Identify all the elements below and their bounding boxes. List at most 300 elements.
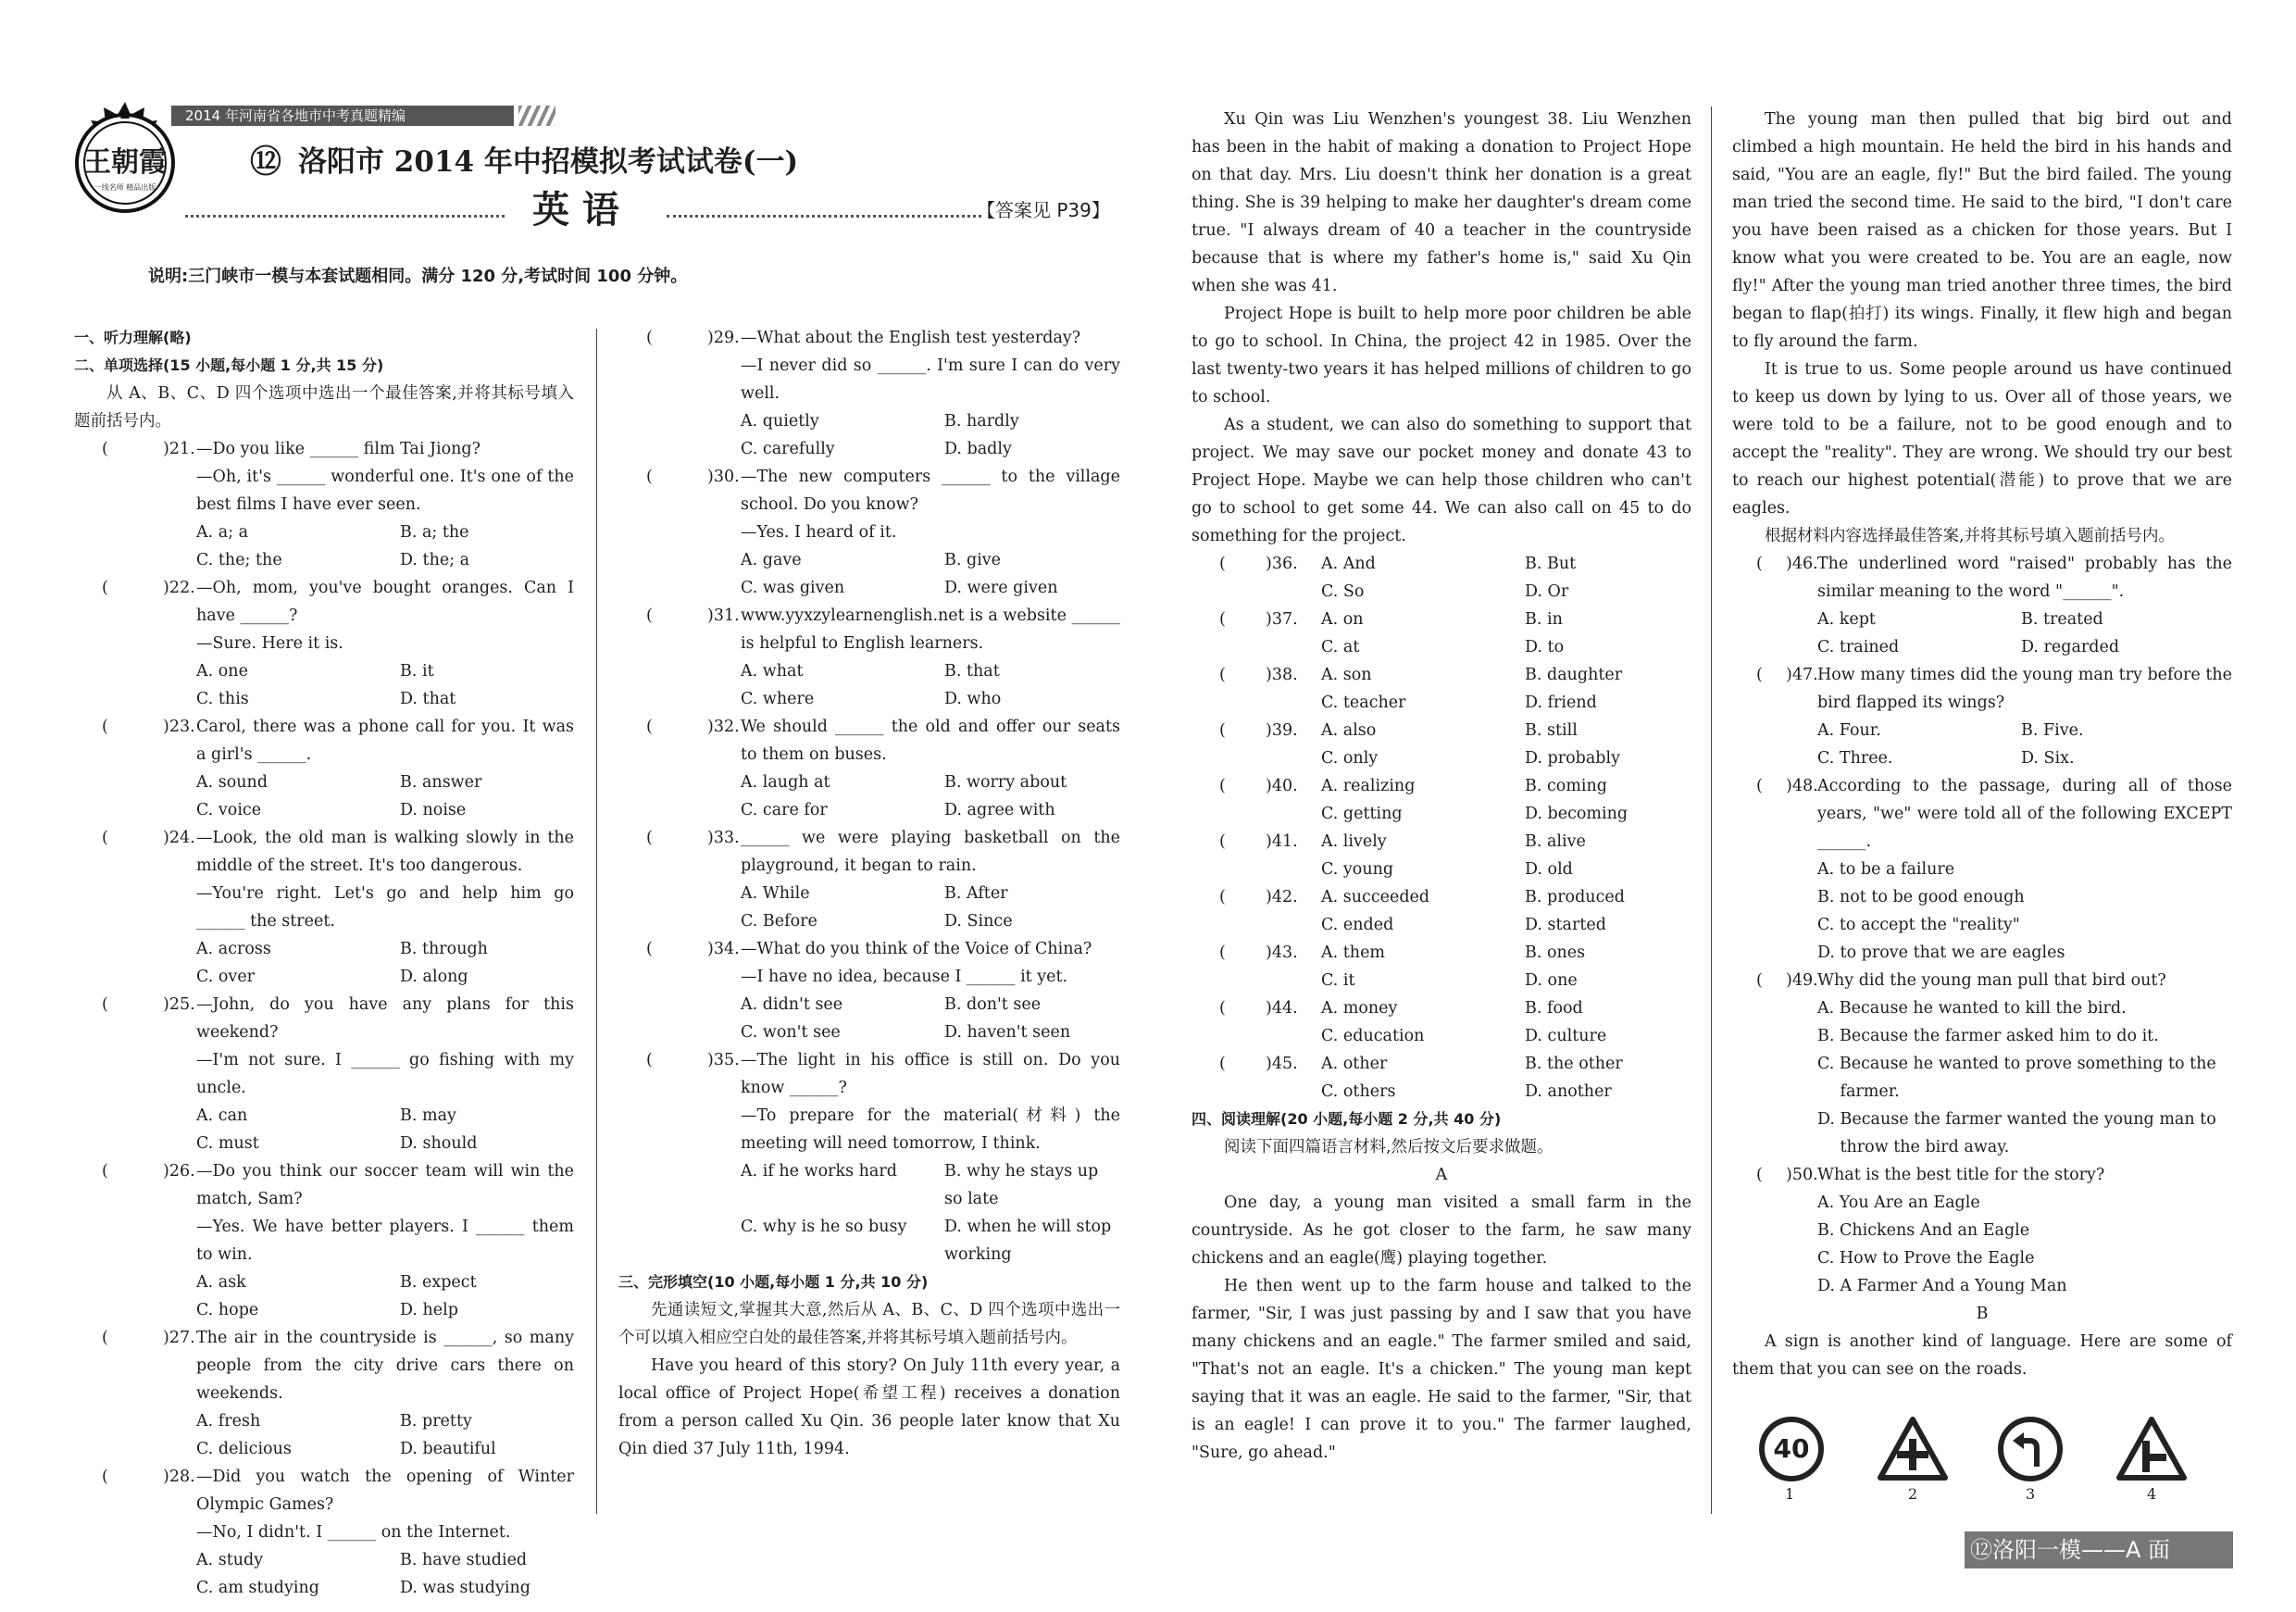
option-d[interactable]: D. should xyxy=(400,1134,478,1153)
column-1 xyxy=(74,324,574,1602)
option-a[interactable]: A. other xyxy=(1321,1055,1388,1073)
option-grid xyxy=(1280,1050,1691,1106)
choice-question xyxy=(618,713,1120,824)
question-stem-line: —What about the English test yesterday? xyxy=(741,329,1081,347)
option-grid xyxy=(1280,939,1691,994)
exam-instruction: 说明:三门峡市一模与本套试题相同。满分 120 分,考试时间 100 分钟。 xyxy=(148,267,688,286)
option-b[interactable]: B. still xyxy=(1525,721,1578,740)
cloze-option-row xyxy=(1192,828,1691,883)
option-list xyxy=(1817,717,2232,772)
option-a[interactable]: A. laugh at xyxy=(741,773,830,792)
option-b[interactable]: B. alive xyxy=(1525,832,1586,851)
option-a[interactable]: A. on xyxy=(1321,610,1364,629)
question-stem-line: —Do you like ______ film Tai Jiong? xyxy=(196,440,481,458)
option-c[interactable]: C. where xyxy=(741,690,815,708)
question-number: )21. xyxy=(163,440,195,458)
option-grid xyxy=(196,1102,574,1157)
option-b[interactable]: B. have studied xyxy=(400,1551,528,1569)
option-grid xyxy=(1280,883,1691,939)
option-a[interactable]: A. what xyxy=(741,662,804,681)
option-a[interactable]: A. While xyxy=(741,884,810,903)
subject-heading: 英 语 xyxy=(532,188,619,231)
option-a[interactable]: A. money xyxy=(1321,999,1398,1018)
option-list xyxy=(1817,856,2232,967)
sign-label-3: 3 xyxy=(2026,1485,2036,1503)
answer-bracket[interactable]: ( xyxy=(1219,555,1226,573)
question-number: )35. xyxy=(707,1051,740,1069)
question-number: )47. xyxy=(1786,666,1818,684)
option-d[interactable]: D. regarded xyxy=(2021,638,2120,656)
option-list xyxy=(1817,1189,2232,1300)
answer-bracket[interactable]: ( xyxy=(1219,610,1226,629)
option-grid xyxy=(741,657,1120,713)
option-d[interactable]: D. Since xyxy=(944,912,1013,931)
option-d[interactable]: D. culture xyxy=(1525,1027,1607,1045)
option-a[interactable]: A. gave xyxy=(741,551,802,569)
question-number: )50. xyxy=(1786,1166,1818,1184)
option-c[interactable]: C. young xyxy=(1321,860,1394,879)
option-d[interactable]: D. friend xyxy=(1525,694,1597,712)
option-a[interactable]: A. Because he wanted to kill the bird. xyxy=(1817,999,2127,1018)
question-number: )41. xyxy=(1266,832,1298,851)
option-a[interactable]: A. fresh xyxy=(196,1412,261,1431)
option-c[interactable]: C. education xyxy=(1321,1027,1425,1045)
answer-bracket[interactable]: ( xyxy=(646,468,653,486)
option-c[interactable]: C. hope xyxy=(196,1301,259,1319)
option-c[interactable]: C. must xyxy=(196,1134,259,1153)
option-d[interactable]: D. who xyxy=(944,690,1002,708)
sign-label-4: 4 xyxy=(2147,1485,2157,1503)
option-a[interactable]: A. study xyxy=(196,1551,264,1569)
cloze-option-row xyxy=(1192,717,1691,772)
answer-bracket[interactable]: ( xyxy=(646,329,653,347)
choice-question xyxy=(74,574,574,713)
reading-question xyxy=(1732,772,2232,967)
option-grid xyxy=(741,407,1120,463)
option-b[interactable]: B. not to be good enough xyxy=(1817,888,2025,906)
option-d[interactable]: D. to xyxy=(1525,638,1565,656)
cloze-option-row xyxy=(1192,939,1691,994)
option-c[interactable]: C. the; the xyxy=(196,551,282,569)
answer-bracket[interactable]: ( xyxy=(1219,1055,1226,1073)
option-a[interactable]: A. if he works hard xyxy=(741,1162,897,1181)
choice-question xyxy=(74,1157,574,1324)
option-grid xyxy=(196,1407,574,1463)
question-number: )42. xyxy=(1266,888,1298,906)
choice-question xyxy=(74,435,574,574)
option-a[interactable]: A. them xyxy=(1321,943,1386,962)
option-d[interactable]: D. along xyxy=(400,968,468,986)
section-1-title: 一、听力理解(略) xyxy=(74,329,192,346)
section-2-instructions: 从 A、B、C、D 四个选项中选出一个最佳答案,并将其标号填入题前括号内。 xyxy=(74,384,574,431)
logo-subtext: 一线名师 精品出版 xyxy=(94,183,156,192)
choice-question xyxy=(618,935,1120,1046)
question-number: )22. xyxy=(163,579,195,597)
option-a[interactable]: A. one xyxy=(196,662,248,681)
answer-bracket[interactable]: ( xyxy=(102,579,108,597)
option-c[interactable]: C. teacher xyxy=(1321,694,1406,712)
option-grid xyxy=(741,546,1120,602)
answer-bracket[interactable]: ( xyxy=(1756,666,1763,684)
question-number: )49. xyxy=(1786,971,1818,990)
option-c[interactable]: C. getting xyxy=(1321,805,1403,823)
option-c[interactable]: C. Three. xyxy=(1817,749,1893,768)
option-list xyxy=(1817,994,2232,1161)
option-c[interactable]: C. ended xyxy=(1321,916,1394,934)
answer-bracket[interactable]: ( xyxy=(1219,721,1226,740)
question-number: )39. xyxy=(1266,721,1298,740)
series-strip-stripes xyxy=(518,106,555,126)
answer-bracket[interactable]: ( xyxy=(1219,943,1226,962)
option-a[interactable]: A. Four. xyxy=(1817,721,1881,740)
option-a[interactable]: A. realizing xyxy=(1321,777,1416,795)
option-b[interactable]: B. a; the xyxy=(400,523,469,542)
answer-bracket[interactable]: ( xyxy=(1219,777,1226,795)
option-a[interactable]: A. And xyxy=(1321,555,1376,573)
option-d[interactable]: D. was studying xyxy=(400,1579,530,1597)
option-c[interactable]: C. it xyxy=(1321,971,1355,990)
option-grid xyxy=(1280,550,1691,606)
option-a[interactable]: A. You Are an Eagle xyxy=(1817,1193,1980,1212)
option-c[interactable]: C. carefully xyxy=(741,440,835,458)
choice-question xyxy=(618,324,1120,463)
answer-bracket[interactable]: ( xyxy=(1756,555,1763,573)
option-d[interactable]: D. haven't seen xyxy=(944,1023,1071,1042)
title-dotted-rule-left xyxy=(185,215,505,218)
question-number: )34. xyxy=(707,940,740,958)
option-c[interactable]: C. to accept the "reality" xyxy=(1817,916,2020,934)
option-grid xyxy=(741,880,1120,935)
option-a[interactable]: A. across xyxy=(196,940,271,958)
question-stem-line: ______ we were playing basketball on the playground, it began to rain. xyxy=(741,829,1120,875)
choice-question xyxy=(74,1324,574,1463)
question-stem: The underlined word "raised" probably has the similar meaning to the word "______". xyxy=(1817,555,2232,601)
option-b[interactable]: B. After xyxy=(944,884,1008,903)
choice-question xyxy=(74,1463,574,1602)
road-sign-4 xyxy=(2116,1417,2187,1481)
option-d[interactable]: D. noise xyxy=(400,801,467,819)
answer-bracket[interactable]: ( xyxy=(1219,888,1226,906)
question-number: )48. xyxy=(1786,777,1818,795)
choice-question xyxy=(618,824,1120,935)
answer-bracket[interactable]: ( xyxy=(102,829,108,847)
question-stem-line: —To prepare for the material(材料) the meeting will need tomorrow, I think. xyxy=(741,1106,1120,1153)
reading-question xyxy=(1732,550,2232,661)
option-b[interactable]: B. hardly xyxy=(944,412,1019,431)
option-a[interactable]: A. also xyxy=(1321,721,1377,740)
option-c[interactable]: C. trained xyxy=(1817,638,1900,656)
question-number: )38. xyxy=(1266,666,1298,684)
option-d[interactable]: D. A Farmer And a Young Man xyxy=(1817,1277,2067,1295)
question-stem-line: —Look, the old man is walking slowly in the middle of the street. It's too dangerous. xyxy=(196,829,574,875)
cloze-paragraph-1: Have you heard of this story? On July 11th every year, a local office of Project Hope(希望工程) receives a donation from a person called Xu Qin. 36 people later know that Xu Qin died 37 July 11th, 1994. xyxy=(618,1356,1120,1458)
passage-a-label: A xyxy=(1435,1166,1448,1184)
question-stem-line: —John, do you have any plans for this weekend? xyxy=(196,995,574,1042)
option-c[interactable]: C. only xyxy=(1321,749,1379,768)
column-4 xyxy=(1732,106,2232,1383)
question-stem-line: —Do you think our soccer team will win the match, Sam? xyxy=(196,1162,574,1208)
question-number: )29. xyxy=(707,329,740,347)
option-c[interactable]: C. am studying xyxy=(196,1579,319,1597)
option-a[interactable]: A. didn't see xyxy=(741,995,843,1014)
option-c[interactable]: C. So xyxy=(1321,582,1365,601)
option-d[interactable]: D. when he will stop working xyxy=(944,1218,1112,1264)
cloze-option-row xyxy=(1192,606,1691,661)
column-divider-1 xyxy=(596,329,597,1514)
option-d[interactable]: D. were given xyxy=(944,579,1058,597)
question-number: )46. xyxy=(1786,555,1818,573)
answer-bracket[interactable]: ( xyxy=(646,718,653,736)
section-3-instructions: 先通读短文,掌握其大意,然后从 A、B、C、D 四个选项中选出一个可以填入相应空白处的最佳答案,并将其标号填入题前括号内。 xyxy=(618,1301,1120,1347)
option-b[interactable]: B. Chickens And an Eagle xyxy=(1817,1221,2030,1240)
column-3 xyxy=(1192,106,1691,1467)
option-c[interactable]: C. Because he wanted to prove something to the farmer. xyxy=(1817,1055,2216,1101)
option-b[interactable]: B. treated xyxy=(2021,610,2103,629)
reading-question xyxy=(1732,661,2232,772)
option-b[interactable]: B. pretty xyxy=(400,1412,472,1431)
passage-a-paragraph-3: The young man then pulled that big bird out and climbed a high mountain. He held the bird in his hands and said, "You are an eagle, fly!" But the bird failed. The young man tried the second time. He said to the bird, "I don't care you have been raised as a chicken for those years. But I know what you were created to be. You are an eagle, now fly!" After the young man tried another three times, the bird began to flap(拍打) its wings. Finally, it flew high and began to fly around the farm. xyxy=(1732,110,2232,351)
sign-label-1: 1 xyxy=(1785,1485,1795,1503)
option-c[interactable]: C. was given xyxy=(741,579,845,597)
option-b[interactable]: B. answer xyxy=(400,773,482,792)
option-b[interactable]: B. give xyxy=(944,551,1002,569)
option-grid xyxy=(1280,994,1691,1050)
question-stem-line: —Did you watch the opening of Winter Olympic Games? xyxy=(196,1468,574,1514)
option-a[interactable]: A. kept xyxy=(1817,610,1876,629)
cloze-paragraph-3: Project Hope is built to help more poor children be able to go to school. In China, the project 42 in 1985. Over the last twenty-two years it has helped millions of children to go to school. xyxy=(1192,305,1691,406)
reading-question xyxy=(1732,967,2232,1161)
series-strip-text: 2014 年河南省各地市中考真题精编 xyxy=(185,107,406,124)
crossroads-warning-sign-icon xyxy=(1878,1417,1948,1481)
passage-a-paragraph-2: He then went up to the farm house and talked to the farmer, "Sir, I was just passing by and I saw that you have many chickens and an eagle." The farmer smiled and said, "That's not an eagle. It's a chicken." The young man kept saying that it was an eagle. He said to the farmer, "Sir, that is an eagle! I can prove it to you." The farmer laughed, "Sure, go ahead." xyxy=(1192,1277,1691,1462)
option-d[interactable]: D. Because the farmer wanted the young man to throw the bird away. xyxy=(1817,1110,2216,1156)
choice-question xyxy=(618,463,1120,602)
option-a[interactable]: A. a; a xyxy=(196,523,249,542)
choice-question xyxy=(618,1046,1120,1268)
question-stem-line: —The new computers ______ to the village school. Do you know? xyxy=(741,468,1120,514)
question-number: )32. xyxy=(707,718,740,736)
option-grid xyxy=(741,769,1120,824)
cloze-paragraph-4: As a student, we can also do something to support that project. We may save our pocket money and donate 43 to Project Hope. Maybe we can help those children who can't go to school to get some 44. We can also call on 45 to do something for the project. xyxy=(1192,416,1691,545)
option-b[interactable]: B. coming xyxy=(1525,777,1607,795)
logo-text: 王朝霞 xyxy=(83,146,167,179)
page-title: 洛阳市 2014 年中招模拟考试试卷(一) xyxy=(298,145,799,179)
answer-bracket[interactable]: ( xyxy=(646,940,653,958)
answer-bracket[interactable]: ( xyxy=(1756,1166,1763,1184)
option-d[interactable]: D. old xyxy=(1525,860,1573,879)
cloze-option-row xyxy=(1192,772,1691,828)
option-c[interactable]: C. at xyxy=(1321,638,1360,656)
option-b[interactable]: B. daughter xyxy=(1525,666,1623,684)
option-a[interactable]: A. lively xyxy=(1321,832,1387,851)
option-b[interactable]: B. produced xyxy=(1525,888,1625,906)
cloze-option-row xyxy=(1192,1050,1691,1106)
option-b[interactable]: B. But xyxy=(1525,555,1577,573)
reading-question xyxy=(1732,1161,2232,1300)
option-c[interactable]: C. care for xyxy=(741,801,828,819)
answer-bracket[interactable]: ( xyxy=(1219,832,1226,851)
option-grid xyxy=(1280,772,1691,828)
question-number: )37. xyxy=(1266,610,1298,629)
question-stem: How many times did the young man try before the bird flapped its wings? xyxy=(1817,666,2232,712)
option-grid xyxy=(741,1157,1120,1268)
option-a[interactable]: A. son xyxy=(1321,666,1372,684)
no-left-turn-sign-icon xyxy=(1998,1417,2063,1481)
speed-limit-value: 40 xyxy=(1773,1433,1810,1464)
option-d[interactable]: D. becoming xyxy=(1525,805,1628,823)
cloze-option-row xyxy=(1192,883,1691,939)
option-d[interactable]: D. help xyxy=(400,1301,458,1319)
option-d[interactable]: D. the; a xyxy=(400,551,470,569)
option-list xyxy=(1817,606,2232,661)
option-grid xyxy=(196,519,574,574)
option-d[interactable]: D. agree with xyxy=(944,801,1055,819)
option-d[interactable]: D. started xyxy=(1525,916,1606,934)
question-stem-line: —What do you think of the Voice of China? xyxy=(741,940,1092,958)
column-2 xyxy=(618,324,1120,1463)
question-stem: According to the passage, during all of those years, "we" were told all of the following EXCEPT ______. xyxy=(1817,777,2232,851)
question-number: )43. xyxy=(1266,943,1298,962)
option-d[interactable]: D. one xyxy=(1525,971,1578,990)
option-grid xyxy=(196,769,574,824)
option-d[interactable]: D. another xyxy=(1525,1082,1612,1101)
question-stem-line: —I never did so ______. I'm sure I can do very well. xyxy=(741,356,1120,403)
page-footer-tag-text: ⑫洛阳一模——A 面 xyxy=(1970,1537,2171,1563)
choice-question xyxy=(74,824,574,991)
option-d[interactable]: D. badly xyxy=(944,440,1012,458)
option-a[interactable]: A. sound xyxy=(196,773,268,792)
answer-bracket[interactable]: ( xyxy=(1756,971,1763,990)
cloze-paragraph-2: Xu Qin was Liu Wenzhen's youngest 38. Liu Wenzhen has been in the habit of making a donation to Project Hope on that day. Mrs. Liu doesn't think her donation is a great thing. She is 39 helping to make her daughter's dream come true. "I always dream of 40 a teacher in the countryside because that is where my father's home is," said Xu Qin when she was 41. xyxy=(1192,110,1691,295)
option-b[interactable]: B. Five. xyxy=(2021,721,2084,740)
option-b[interactable]: B. in xyxy=(1525,610,1563,629)
option-b[interactable]: B. why he stays up so late xyxy=(944,1162,1099,1208)
option-b[interactable]: B. food xyxy=(1525,999,1583,1018)
option-b[interactable]: B. it xyxy=(400,662,434,681)
option-c[interactable]: C. How to Prove the Eagle xyxy=(1817,1249,2035,1268)
option-a[interactable]: A. quietly xyxy=(741,412,819,431)
cloze-option-row xyxy=(1192,550,1691,606)
option-grid xyxy=(741,991,1120,1046)
option-c[interactable]: C. voice xyxy=(196,801,262,819)
column-divider-2 xyxy=(1711,106,1712,1514)
option-b[interactable]: B. the other xyxy=(1525,1055,1623,1073)
option-d[interactable]: D. Or xyxy=(1525,582,1569,601)
answer-bracket[interactable]: ( xyxy=(646,606,653,625)
question-stem-line: —Yes. I heard of it. xyxy=(741,523,897,542)
section-2-title: 二、单项选择(15 小题,每小题 1 分,共 15 分) xyxy=(74,356,384,374)
option-b[interactable]: B. through xyxy=(400,940,488,958)
option-b[interactable]: B. Because the farmer asked him to do it. xyxy=(1817,1027,2159,1045)
option-a[interactable]: A. to be a failure xyxy=(1817,860,1955,879)
answer-bracket[interactable]: ( xyxy=(646,1051,653,1069)
question-stem: What is the best title for the story? xyxy=(1817,1166,2105,1184)
answer-bracket[interactable]: ( xyxy=(102,995,108,1014)
option-b[interactable]: B. expect xyxy=(400,1273,477,1292)
option-grid xyxy=(1280,661,1691,717)
answer-bracket[interactable]: ( xyxy=(1219,666,1226,684)
choice-question xyxy=(618,602,1120,713)
question-stem-line: —Oh, it's ______ wonderful one. It's one of the best films I have ever seen. xyxy=(196,468,574,514)
option-c[interactable]: C. others xyxy=(1321,1082,1396,1101)
paper-number-badge: ⑫ xyxy=(250,144,281,181)
option-grid xyxy=(196,1546,574,1602)
option-a[interactable]: A. ask xyxy=(196,1273,246,1292)
option-c[interactable]: C. over xyxy=(196,968,256,986)
answer-bracket[interactable]: ( xyxy=(102,1468,108,1486)
answer-bracket[interactable]: ( xyxy=(102,1162,108,1181)
option-c[interactable]: C. this xyxy=(196,690,249,708)
road-sign-1 xyxy=(1759,1417,1824,1481)
cloze-option-row xyxy=(1192,661,1691,717)
passage-a-paragraph-4: It is true to us. Some people around us have continued to keep us down by lying to us. Over all of those years, we were told to be a failure, not to be good enough and to accept the "reality". They are wrong. We should try our best to reach our highest potential(潜能) to prove that we are eagles. xyxy=(1732,360,2232,518)
option-b[interactable]: B. may xyxy=(400,1106,456,1125)
option-d[interactable]: D. probably xyxy=(1525,749,1620,768)
title-dotted-rule-right xyxy=(667,215,981,218)
question-stem-line: —The light in his office is still on. Do you know ______? xyxy=(741,1051,1120,1097)
option-d[interactable]: D. Six. xyxy=(2021,749,2075,768)
answer-bracket[interactable]: ( xyxy=(102,1329,108,1347)
question-stem-line: Carol, there was a phone call for you. It was a girl's ______. xyxy=(196,718,574,764)
option-grid xyxy=(1280,717,1691,772)
answer-bracket[interactable]: ( xyxy=(1219,999,1226,1018)
option-b[interactable]: B. ones xyxy=(1525,943,1586,962)
option-c[interactable]: C. Before xyxy=(741,912,817,931)
option-b[interactable]: B. worry about xyxy=(944,773,1067,792)
option-a[interactable]: A. can xyxy=(196,1106,248,1125)
option-b[interactable]: B. don't see xyxy=(944,995,1042,1014)
option-c[interactable]: C. why is he so busy xyxy=(741,1218,907,1236)
option-grid xyxy=(196,1268,574,1324)
road-sign-3 xyxy=(1998,1417,2063,1481)
question-number: )28. xyxy=(163,1468,195,1486)
question-number: )44. xyxy=(1266,999,1298,1018)
question-stem-line: —Yes. We have better players. I ______ them to win. xyxy=(196,1218,574,1264)
question-stem-line: —Oh, mom, you've bought oranges. Can I have ______? xyxy=(196,579,574,625)
question-number: )45. xyxy=(1266,1055,1298,1073)
sign-label-2: 2 xyxy=(1908,1485,1918,1503)
choice-question xyxy=(74,991,574,1157)
question-stem-line: —No, I didn't. I ______ on the Internet. xyxy=(196,1523,511,1542)
question-number: )24. xyxy=(163,829,195,847)
choice-question xyxy=(74,713,574,824)
question-number: )27. xyxy=(163,1329,195,1347)
answer-bracket[interactable]: ( xyxy=(102,440,108,458)
question-stem-line: www.yyxzylearnenglish.net is a website ______ is helpful to English learners. xyxy=(741,606,1120,653)
option-d[interactable]: D. that xyxy=(400,690,456,708)
option-c[interactable]: C. won't see xyxy=(741,1023,841,1042)
question-stem-line: —Sure. Here it is. xyxy=(196,634,343,653)
question-stem-line: The air in the countryside is ______, so many people from the city drive cars there on weekends. xyxy=(196,1329,574,1403)
section-4-instructions: 阅读下面四篇语言材料,然后按文后要求做题。 xyxy=(1224,1138,1554,1156)
option-d[interactable]: D. beautiful xyxy=(400,1440,496,1458)
question-number: )26. xyxy=(163,1162,195,1181)
option-d[interactable]: D. to prove that we are eagles xyxy=(1817,943,2065,962)
answer-bracket[interactable]: ( xyxy=(646,829,653,847)
option-c[interactable]: C. delicious xyxy=(196,1440,292,1458)
publisher-logo xyxy=(65,100,185,220)
option-b[interactable]: B. that xyxy=(944,662,1000,681)
option-a[interactable]: A. succeeded xyxy=(1321,888,1430,906)
passage-a-instructions: 根据材料内容选择最佳答案,并将其标号填入题前括号内。 xyxy=(1765,527,2176,545)
option-grid xyxy=(196,657,574,713)
answer-bracket[interactable]: ( xyxy=(1756,777,1763,795)
answer-bracket[interactable]: ( xyxy=(102,718,108,736)
answer-reference: 【答案见 P39】 xyxy=(977,199,1110,221)
question-number: )31. xyxy=(707,606,740,625)
passage-b-label: B xyxy=(1976,1305,1989,1323)
section-4-title: 四、阅读理解(20 小题,每小题 2 分,共 40 分) xyxy=(1192,1110,1502,1128)
